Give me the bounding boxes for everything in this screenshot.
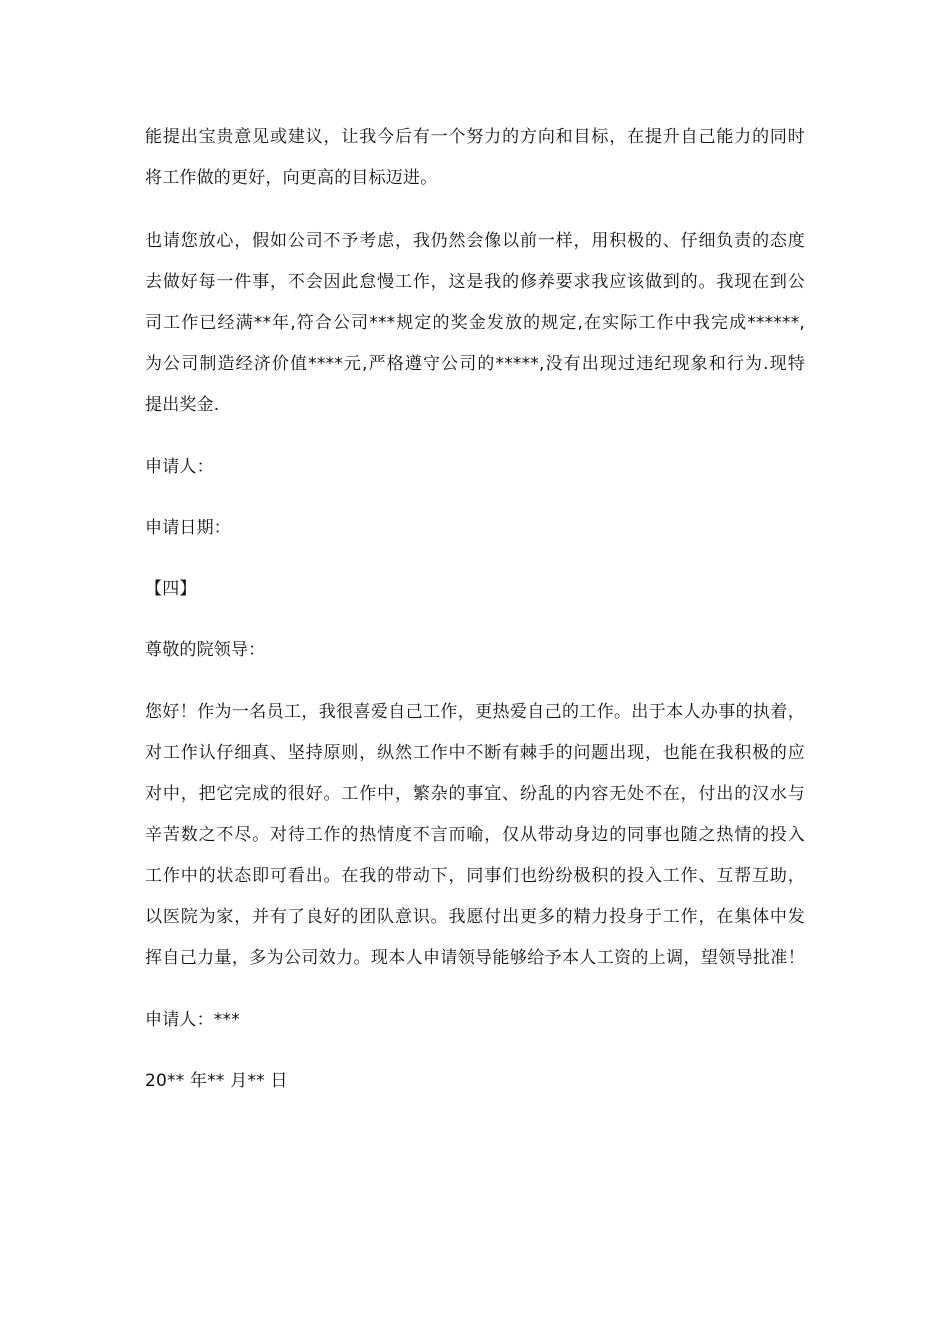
paragraph-line: 工作中的状态即可看出。在我的带动下，同事们也纷纷极积的投入工作、互帮互助， — [145, 866, 805, 886]
paragraph-line: 提出奖金. — [145, 395, 220, 415]
paragraph-line: 对工作认仔细真、坚持原则，纵然工作中不断有棘手的问题出现，也能在我积极的应 — [145, 743, 805, 763]
section-heading: 【四】 — [145, 579, 197, 599]
paragraph-line: 挥自己力量，多为公司效力。现本人申请领导能够给予本人工资的上调，望领导批准！ — [145, 948, 805, 968]
paragraph-line: 为公司制造经济价值****元,严格遵守公司的*****,没有出现过违纪现象和行为.现特 — [145, 354, 805, 374]
paragraph-line: 也请您放心，假如公司不予考虑，我仍然会像以前一样，用积极的、仔细负责的态度 — [145, 231, 805, 251]
paragraph-line: 以医院为家，并有了良好的团队意识。我愿付出更多的精力投身于工作，在集体中发 — [145, 907, 805, 927]
signature: 申请人：*** — [145, 1010, 240, 1030]
application-date-label: 申请日期： — [145, 518, 231, 538]
date-line: 20** 年** 月** 日 — [145, 1071, 288, 1091]
paragraph-line: 您好！作为一名员工，我很喜爱自己工作，更热爱自己的工作。出于本人办事的执着， — [145, 702, 805, 722]
applicant-label: 申请人： — [145, 457, 214, 477]
paragraph-line: 去做好每一件事，不会因此怠慢工作，这是我的修养要求我应该做到的。我现在到公 — [145, 272, 805, 292]
paragraph-line: 司工作已经满**年,符合公司***规定的奖金发放的规定,在实际工作中我完成******, — [145, 313, 805, 333]
paragraph-line: 对中，把它完成的很好。工作中，繁杂的事宜、纷乱的内容无处不在，付出的汉水与 — [145, 784, 805, 804]
salutation: 尊敬的院领导： — [145, 640, 266, 660]
paragraph-line: 辛苦数之不尽。对待工作的热情度不言而喻，仅从带动身边的同事也随之热情的投入 — [145, 825, 805, 845]
paragraph-line: 将工作做的更好，向更高的目标迈进。 — [145, 168, 438, 188]
paragraph-line: 能提出宝贵意见或建议，让我今后有一个努力的方向和目标，在提升自己能力的同时 — [145, 127, 805, 147]
